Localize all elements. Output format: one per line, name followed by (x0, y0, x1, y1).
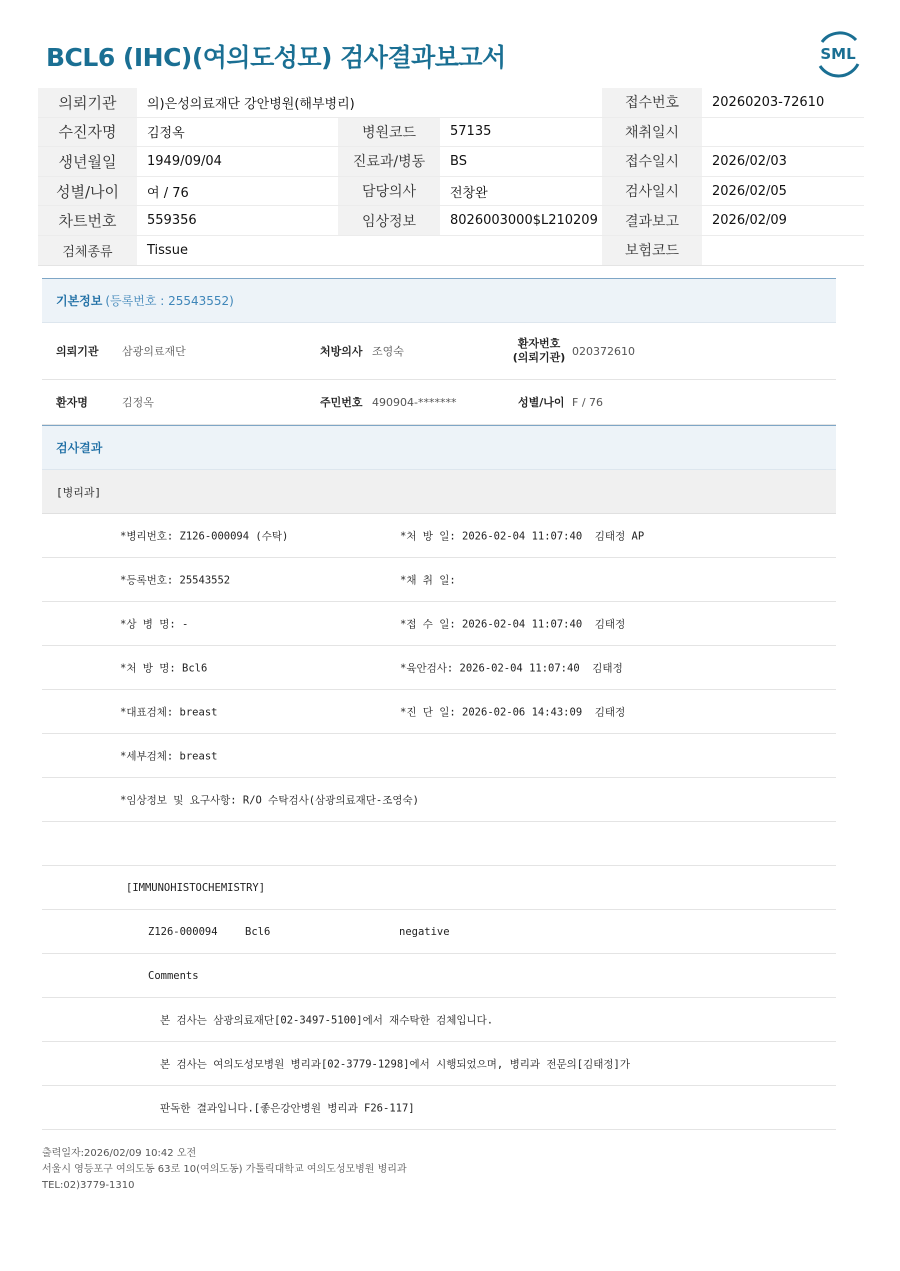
sex-age-value: 여 / 76 (147, 185, 189, 201)
address: 서울시 영등포구 여의도동 63로 10(여의도동) 가톨릭대학교 여의도성모병원 병리과 (42, 1164, 407, 1175)
institution-value: 의)은성의료재단 강안병원(해부병리) (147, 96, 355, 112)
info-row (38, 118, 864, 148)
info-row (38, 88, 864, 118)
result-row (42, 690, 836, 734)
specimen-value: Tissue (147, 242, 188, 258)
gross-date: *육안검사: 2026-02-04 11:07:40 김태정 (400, 662, 623, 674)
ihc-case: Z126-000094 (148, 925, 218, 938)
info-row (38, 206, 864, 236)
clinical-label: 임상정보 (338, 206, 440, 235)
basic-rrn-value: 490904-******* (372, 395, 457, 409)
report-title: BCL6 (IHC)(여의도성모) 검사결과보고서 (46, 43, 506, 72)
hospital-code-label: 병원코드 (338, 118, 440, 147)
collect-date-value (702, 118, 864, 147)
result-row (42, 558, 836, 602)
footer (42, 1146, 407, 1194)
basic-inst-value: 삼광의료재단 (122, 345, 186, 358)
collect-date-label: 채취일시 (602, 118, 702, 147)
report-label: 결과보고 (602, 206, 702, 235)
department-row: [병리과] (42, 470, 836, 514)
patient-info-table (38, 88, 864, 266)
info-row (38, 177, 864, 207)
result-row (42, 646, 836, 690)
basic-inst-label: 의뢰기관 (56, 345, 99, 358)
presc-name: *처 방 명: Bcl6 (120, 662, 208, 674)
comment-3: 판독한 결과입니다.[좋은강안병원 병리과 F26-117] (160, 1102, 415, 1114)
specimen-label: 검체종류 (38, 236, 137, 265)
comment-row (42, 998, 836, 1042)
sex-age-label: 성별/나이 (38, 177, 137, 206)
result-row (42, 734, 836, 778)
basic-reg-no: (등록번호 : 25543552) (105, 294, 234, 308)
basic-pid-value: 020372610 (572, 344, 635, 358)
basic-pid-label (506, 337, 572, 365)
collect-date: *채 취 일: (400, 574, 456, 586)
diag-date: *진 단 일: 2026-02-06 14:43:09 김태정 (400, 706, 626, 718)
basic-info-row (42, 323, 836, 380)
basic-info-header (42, 278, 836, 323)
basic-pid-label-1: 환자번호 (517, 337, 561, 350)
basic-sexage-label: 성별/나이 (518, 396, 565, 409)
receipt-date: *접 수 일: 2026-02-04 11:07:40 김태정 (400, 618, 626, 630)
chart-label: 차트번호 (38, 206, 137, 235)
insurance-value (702, 236, 864, 265)
clinical-request: *임상정보 및 요구사항: R/O 수탁검사(삼광의료재단-조영숙) (120, 794, 420, 806)
basic-rrn-label: 주민번호 (320, 396, 363, 409)
comments-label: Comments (148, 969, 199, 982)
report-panel (42, 278, 836, 1130)
print-date: 출력일자:2026/02/09 10:42 오전 (42, 1148, 197, 1159)
presc-date: *처 방 일: 2026-02-04 11:07:40 김태정 AP (400, 530, 645, 542)
receipt-no-value: 20260203-72610 (712, 94, 825, 110)
examinee-value: 김정옥 (147, 126, 185, 142)
telephone: TEL:02)3779-1310 (42, 1180, 135, 1191)
path-no: *병리번호: Z126-000094 (수탁) (120, 530, 289, 542)
result-row (42, 602, 836, 646)
result-row (42, 778, 836, 822)
disease-name: *상 병 명: - (120, 618, 189, 630)
basic-sexage-value: F / 76 (572, 395, 604, 409)
examinee-label: 수진자명 (38, 118, 137, 147)
hospital-code-value: 57135 (450, 124, 492, 140)
basic-name-value: 김정옥 (122, 396, 154, 409)
birth-value: 1949/09/04 (147, 153, 222, 169)
basic-presc-value: 조영숙 (372, 345, 404, 358)
comment-row (42, 1042, 836, 1086)
ihc-result: negative (399, 925, 450, 938)
rep-specimen: *대표검체: breast (120, 706, 218, 718)
result-row (42, 514, 836, 558)
result-title: 검사결과 (56, 441, 103, 455)
receipt-date-label: 접수일시 (602, 147, 702, 176)
exam-date-value: 2026/02/05 (712, 183, 787, 199)
clinical-value: 8026003000$L210209 (450, 213, 598, 229)
dept-value: BS (450, 153, 467, 169)
result-header (42, 425, 836, 470)
basic-name-label: 환자명 (56, 396, 88, 409)
ihc-marker: Bcl6 (245, 925, 271, 938)
ihc-result-row (42, 910, 836, 954)
info-row (38, 236, 864, 266)
sml-logo (812, 28, 864, 78)
detail-specimen: *세부검체: breast (120, 750, 218, 762)
info-row (38, 147, 864, 177)
basic-pid-label-2: (의뢰기관) (512, 351, 566, 364)
basic-presc-label: 처방의사 (320, 345, 363, 358)
chart-value: 559356 (147, 213, 197, 229)
report-value: 2026/02/09 (712, 213, 787, 229)
institution-label: 의뢰기관 (38, 88, 137, 117)
comment-1: 본 검사는 삼광의료재단[02-3497-5100]에서 재수탁한 검체입니다. (160, 1014, 494, 1026)
dept-label: 진료과/병동 (338, 147, 440, 176)
doctor-value: 전창완 (450, 185, 488, 201)
exam-date-label: 검사일시 (602, 177, 702, 206)
ihc-header: [IMMUNOHISTOCHEMISTRY] (126, 881, 266, 894)
logo-text: SML (820, 45, 856, 63)
comment-row (42, 1086, 836, 1130)
insurance-label: 보험코드 (602, 236, 702, 265)
doctor-label: 담당의사 (338, 177, 440, 206)
result-row (42, 866, 836, 910)
blank-row (42, 822, 836, 866)
receipt-date-value: 2026/02/03 (712, 153, 787, 169)
result-row (42, 954, 836, 998)
receipt-no-label: 접수번호 (602, 88, 702, 117)
reg-no: *등록번호: 25543552 (120, 574, 231, 586)
basic-info-row (42, 380, 836, 425)
birth-label: 생년월일 (38, 147, 137, 176)
comment-2: 본 검사는 여의도성모병원 병리과[02-3779-1298]에서 시행되었으며, 병리과 전문의[김태정]가 (160, 1058, 630, 1070)
basic-info-title: 기본정보 (56, 294, 103, 308)
